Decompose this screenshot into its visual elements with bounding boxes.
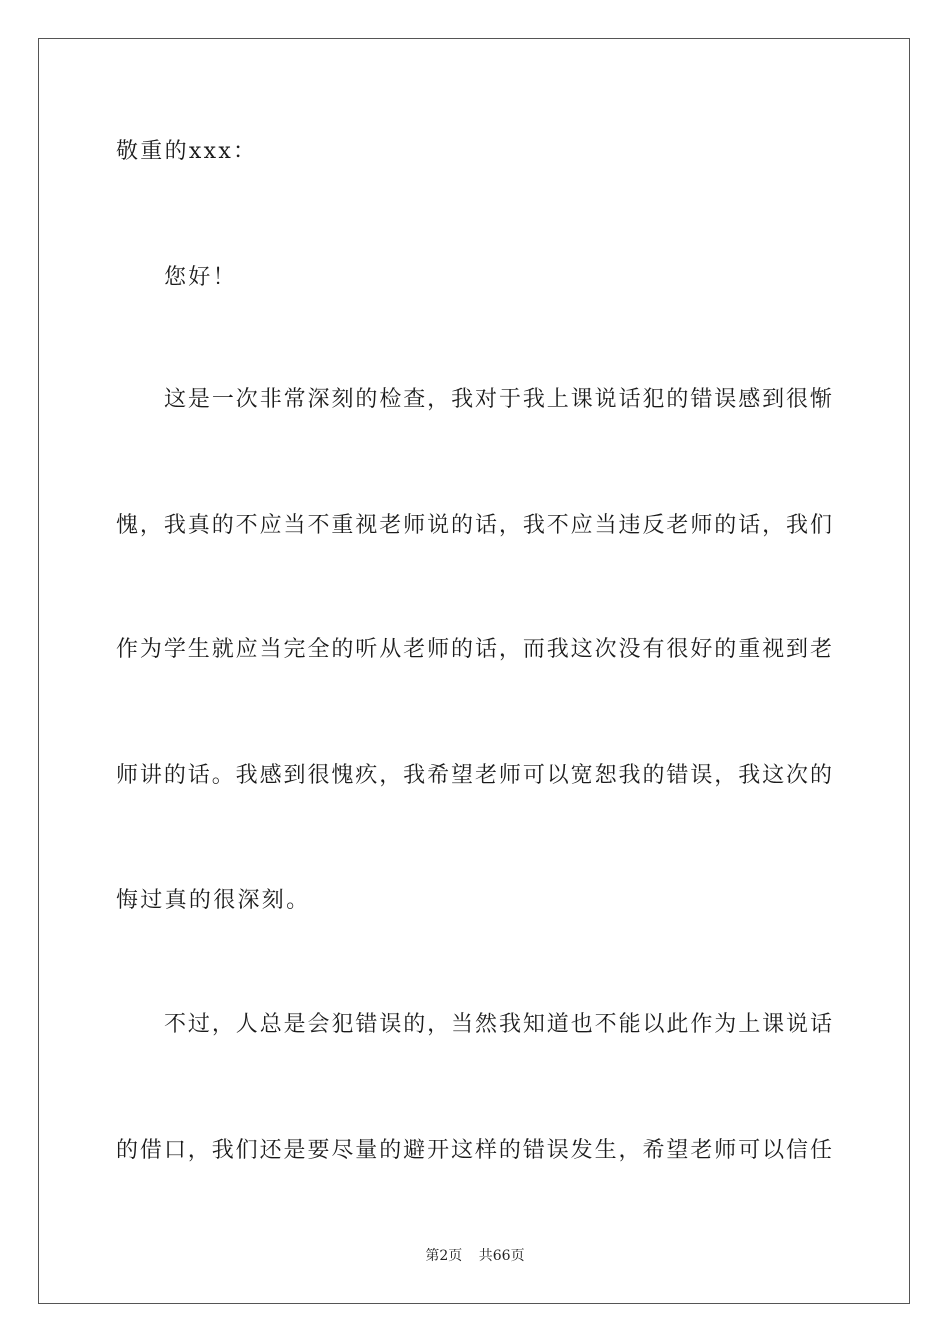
page-number: 第2页 [425,1248,463,1264]
greeting: 您好！ [164,265,237,290]
paragraph-line: 师讲的话。我感到很愧疚，我希望老师可以宽恕我的错误，我这次的 [116,763,832,788]
paragraph-line: 不过，人总是会犯错误的，当然我知道也不能以此作为上课说话 [164,1012,832,1037]
paragraph-line: 作为学生就应当完全的听从老师的话，而我这次没有很好的重视到老 [116,637,832,662]
salutation: 敬重的xxx： [116,139,258,164]
paragraph-line: 愧，我真的不应当不重视老师说的话，我不应当违反老师的话，我们 [116,513,832,538]
paragraph-line: 的借口，我们还是要尽量的避开这样的错误发生，希望老师可以信任 [116,1138,832,1163]
total-pages: 共66页 [478,1248,525,1264]
paragraph-line: 这是一次非常深刻的检查，我对于我上课说话犯的错误感到很惭 [164,387,832,412]
page-border [38,38,910,1304]
page-footer [0,1247,950,1265]
paragraph-line: 悔过真的很深刻。 [116,888,311,913]
